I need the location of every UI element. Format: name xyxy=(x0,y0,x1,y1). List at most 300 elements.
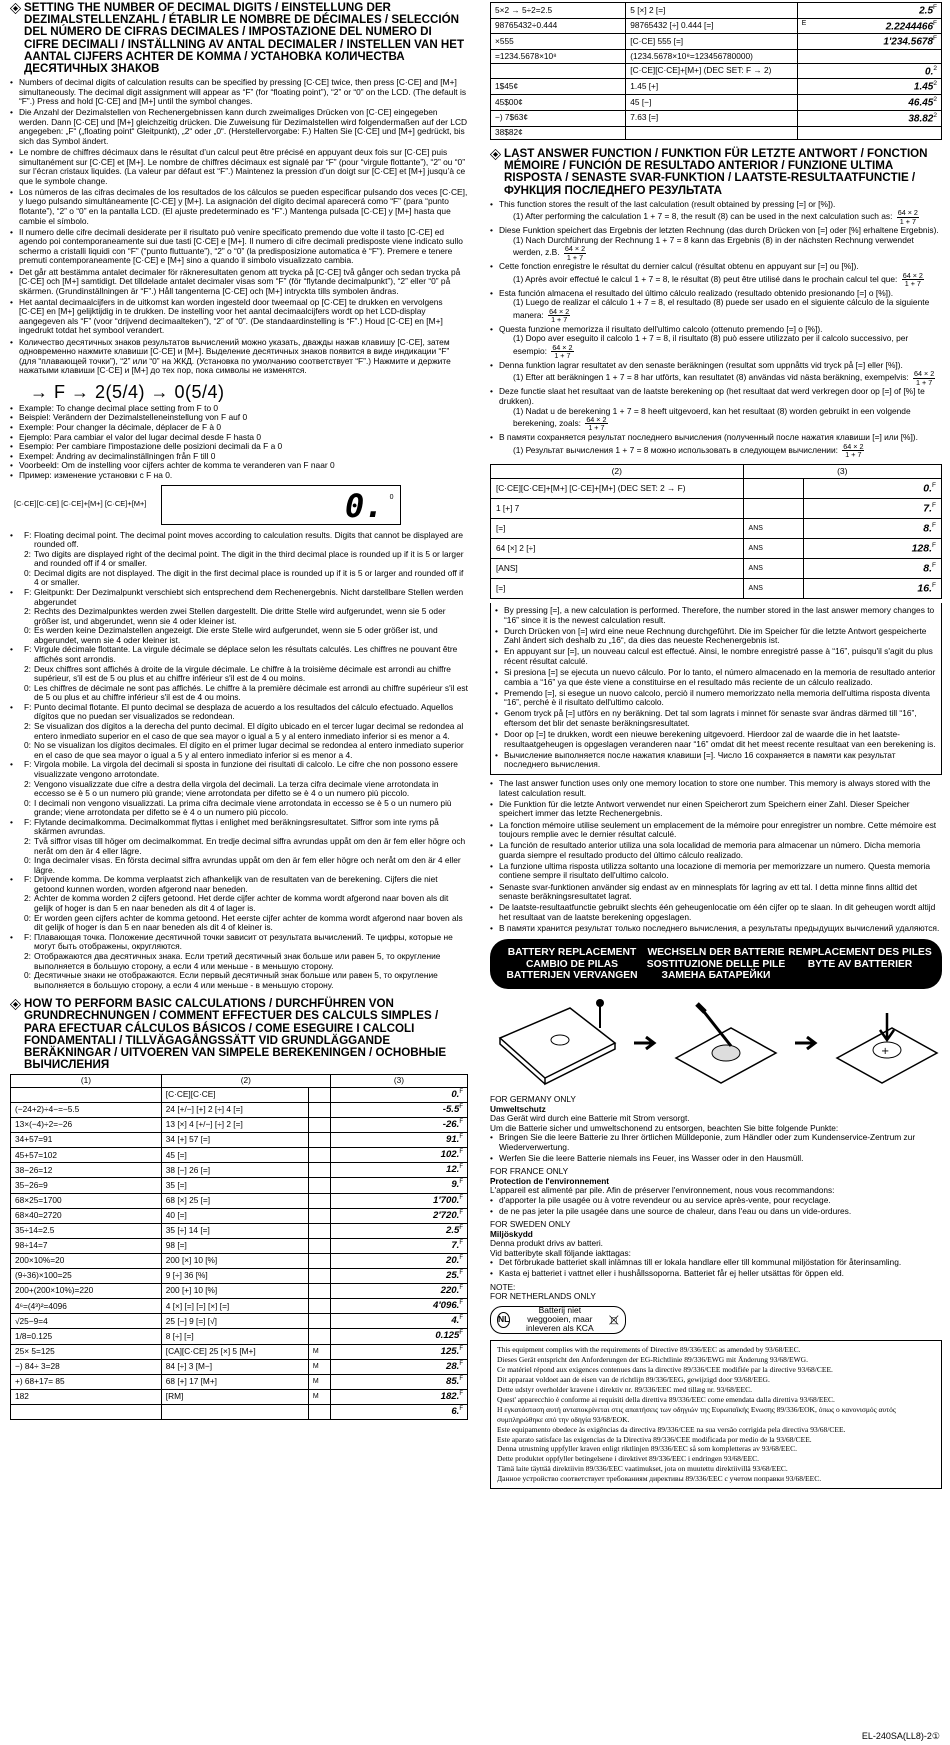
top-calc-value: 0. xyxy=(925,65,934,77)
calc-result: 25.$^F$ xyxy=(330,1269,467,1284)
definition-item xyxy=(10,665,468,684)
memory-note-item: • La función de resultado anterior utiliza una sola localidad de memoria para almacenar un número. Dicha memoria guarda siempre el resultado producto del último cálculo realizado. xyxy=(490,841,942,860)
calc-row xyxy=(11,1269,468,1284)
battery-notes xyxy=(490,1095,942,1333)
calc-expression: 98÷14=7 xyxy=(11,1238,162,1253)
example-item: • Exemple: Pour changer la décimale, déplacer de F à 0 xyxy=(10,423,468,433)
calc-result: 0.$^F$ xyxy=(330,1087,467,1102)
calc-expression: −) 84÷ 3=28 xyxy=(11,1359,162,1374)
top-calc-result xyxy=(797,63,941,79)
last-answer-sub xyxy=(499,407,942,432)
top-calc-keys: [C·CE][C·CE]+[M+] (DEC SET: F → 2) xyxy=(626,63,797,79)
top-calc-mode: 2 xyxy=(933,80,937,88)
calc-expression: 68×25=1700 xyxy=(11,1193,162,1208)
germany-text-2: Um die Batterie sicher und umweltschonend zu entsorgen, beachten Sie bitte folgende Punkte: xyxy=(490,1122,839,1133)
calc-result-mode: F xyxy=(459,1270,463,1277)
last-answer-main: • Diese Funktion speichert das Ergebnis der letzten Rechnung (das durch Drücken von [=] oder [%] erhaltene Ergebnis). xyxy=(499,225,939,236)
definition-item xyxy=(10,799,468,818)
last-answer-item xyxy=(490,361,942,386)
top-calc-row xyxy=(491,79,942,95)
decimal-instruction-item: • Il numero delle cifre decimali desiderate per il risultato può venire specificato premendo due volte il tasto [C·CE] ed agendo poi contemporaneamente sui due tasti [C·CE] e [M+]. Il numero di cifre decimali predisposte viene indicato sullo schermo a cristalli liquidi con “F” (“punto fluttuante”), “2” o “0” (la predisposizione automatica è “F”). Premere e tenere premuti contemporaneamente [C·CE] e [M+] sino a quando il simbolo visualizzato cambia. xyxy=(10,228,468,266)
calc-expression: 68×40=2720 xyxy=(11,1208,162,1223)
calc-keys: 40 [=] xyxy=(161,1208,308,1223)
nl-disposal-box xyxy=(490,1306,626,1334)
last-answer-fraction xyxy=(902,272,924,287)
definition-text: Es werden keine Dezimalstellen angezeigt. Die erste Stelle wird aufgerundet, wenn sie 5 oder größer ist, und abgerundet, wenn sie 4 oder kleiner ist. xyxy=(34,625,438,645)
diamond-bullet-icon xyxy=(10,3,21,14)
definition-text: I decimali non vengono visualizzati. La prima cifra decimale viene arrotondata in eccesso se è 5 o un numero più grande; viene arrotondata per difetto se è 4 o un numero più piccolo. xyxy=(34,797,452,818)
fraction-denominator: 1 + 7 xyxy=(588,423,605,433)
lcd-indicator: 0 xyxy=(389,493,394,501)
calc-row xyxy=(11,1087,468,1102)
ans-row xyxy=(491,478,942,498)
calc-keys: 45 [=] xyxy=(161,1148,308,1163)
top-calc-expression: ×555 xyxy=(491,34,626,50)
france-bullet: • d'apporter la pile usagée ou à votre revendeur ou au service après-vente, pour recyclage. xyxy=(490,1196,942,1206)
example-item: • Esempio: Per cambiare l'impostazione delle posizioni decimali da F a 0 xyxy=(10,442,468,452)
calc-expression: 34+57=91 xyxy=(11,1133,162,1148)
last-answer-sub xyxy=(499,443,942,458)
calc-memory-indicator xyxy=(308,1284,330,1299)
calc-result-mode: F xyxy=(459,1360,463,1367)
ans-label xyxy=(743,498,803,518)
calc-result: 28.$^F$ xyxy=(330,1359,467,1374)
definition-key: F: xyxy=(24,816,32,827)
ans-row xyxy=(491,518,942,538)
calc-row xyxy=(11,1193,468,1208)
fraction-denominator: 1 + 7 xyxy=(916,377,933,387)
last-answer-fraction xyxy=(548,308,570,323)
calc-row xyxy=(11,1253,468,1268)
definition-marker: • xyxy=(10,586,13,597)
calc-result: 6.$^F$ xyxy=(330,1405,467,1420)
definition-marker xyxy=(10,856,24,875)
banner-line: BATTERY REPLACEMENT xyxy=(507,947,637,959)
definition-text: Rechts des Dezimalpunktes werden zwei Stellen dargestellt. Die dritte Stelle wird aufgerundet, wenn sie 5 oder größer ist, und abgerundet, wenn sie 4 oder kleiner ist. xyxy=(34,606,446,626)
netherlands-title: FOR NETHERLANDS ONLY xyxy=(490,1291,596,1302)
definition-key: 2: xyxy=(24,893,31,904)
definitions-list xyxy=(10,531,468,991)
fraction-numerator: 64 × 2 xyxy=(549,306,570,316)
ans-result: 8.$^F$ xyxy=(803,518,941,538)
calc-result: 7.$^F$ xyxy=(330,1238,467,1253)
ans-note-item: • En appuyant sur [=], un nouveau calcul est effectué. Ainsi, le nombre enregistré passe à “16”, puisqu'il s'agit du plus récent résultat calculé. xyxy=(495,647,937,666)
banner-line: ЗАМЕНА БАТАРЕЙКИ xyxy=(661,970,771,982)
calc-result-mode: F xyxy=(459,1390,463,1397)
top-calc-row xyxy=(491,126,942,140)
calc-result-mode: F xyxy=(459,1375,463,1382)
calc-expression: 200×10%=20 xyxy=(11,1253,162,1268)
top-calc-mode: 2 xyxy=(933,96,937,104)
memory-note-item: • De laatste-resultaatfunctie gebruikt slechts één geheugenlocatie om één cijfer op te slaan. In dit geheugen wordt altijd het resultaat van de laatste berekening opgeslagen. xyxy=(490,903,942,922)
calc-header-1: (1) xyxy=(11,1075,162,1087)
examples-list xyxy=(10,404,468,481)
calc-expression: 35÷14=2.5 xyxy=(11,1223,162,1238)
definition-text: Drijvende komma. De komma verplaatst zich afhankelijk van de resultaten van de berekening. Cijfers die niet getoond kunnen worden, worden afgerond naar beneden. xyxy=(34,874,438,894)
right-column xyxy=(490,2,942,1489)
calc-result-mode: F xyxy=(459,1149,463,1156)
crossed-bin-icon xyxy=(609,1310,619,1330)
top-calc-row xyxy=(491,110,942,126)
calc-result: 91.$^F$ xyxy=(330,1133,467,1148)
calc-memory-indicator xyxy=(308,1163,330,1178)
battery-remove-icon xyxy=(671,998,781,1088)
calc-memory-indicator xyxy=(308,1208,330,1223)
sweden-title: FOR SWEDEN ONLY xyxy=(490,1219,571,1230)
last-answer-fraction xyxy=(913,370,935,385)
example-item: • Example: To change decimal place setting from F to 0 xyxy=(10,404,468,414)
definition-text: No se visualizan los dígitos decimales. El dígito en el primer lugar decimal se redondea al entero inmediato superior en el caso de que sea mayor o igual a 5 y al entero inmediato inferior si es menor a 4. xyxy=(34,740,464,760)
last-answer-sub-text: (1) After performing the calculation 1 + 7 = 8, the result (8) can be used in the next calculation such as: xyxy=(513,211,895,222)
calc-header-3: (3) xyxy=(330,1075,467,1087)
calc-memory-indicator xyxy=(308,1223,330,1238)
calc-keys: 200 [+] 10 [%] xyxy=(161,1284,308,1299)
decimal-instruction-item: • Det går att bestämma antalet decimaler för räkneresultaten genom att trycka på [C·CE] två gånger och sedan trycka på [C·CE] och [M+] samtidigt. Det tilldelade antalet decimaler visas som “F” (för “flytande decimalpunkt”), “2” eller “0” på skärmen. (Grundinställningen är “F”.) Håll tangenterna [C·CE] och [M+] intryckta tills symbolen ändras. xyxy=(10,268,468,297)
definition-text: Se visualizan dos dígitos a la derecha del punto decimal. El dígito ubicado en el tercer lugar decimal se redondea al entero inmediato superior en el caso de que sea mayor o igual a 5 y al entero inmediato inferior si es menor a 4. xyxy=(34,721,464,741)
top-calc-result xyxy=(797,18,941,34)
definition-key: F: xyxy=(24,586,32,597)
compliance-line: Tämä laite täyttää direktiivin 89/336/EEC vaatimukset, jota on muutettu direktiivillä 93/68/EEC. xyxy=(497,1464,788,1474)
calc-row xyxy=(11,1117,468,1132)
ans-result: 0.$^F$ xyxy=(803,478,941,498)
ans-note-item: • Door op [=] te drukken, wordt een nieuwe berekening uitgevoerd. Hierdoor zal de waarde die in het laatste-resultaatgeheugen is opgeslagen veranderen naar “16” omdat dit het meest recente resultaat van een berekening is. xyxy=(495,730,937,749)
calc-row xyxy=(11,1102,468,1117)
top-calc-result xyxy=(797,50,941,64)
ans-keys: 64 [×] 2 [÷] xyxy=(491,538,744,558)
germany-subtitle: Umweltschutz xyxy=(490,1103,546,1114)
example-keys: [C·CE][C·CE] [C·CE]+[M+] [C·CE]+[M+] xyxy=(14,499,147,509)
top-calc-mode: F xyxy=(933,4,937,11)
ans-mode: F xyxy=(932,501,936,509)
calc-keys: 24 [+/−] [+] 2 [÷] 4 [=] xyxy=(161,1102,308,1117)
ans-result: 7.$^F$ xyxy=(803,498,941,518)
fraction-numerator: 64 × 2 xyxy=(914,369,935,379)
calc-result-mode: F xyxy=(459,1088,463,1095)
banner-column xyxy=(644,947,788,981)
calc-memory-indicator xyxy=(308,1133,330,1148)
definition-marker xyxy=(10,607,24,626)
calc-result: 85.$^F$ xyxy=(330,1374,467,1389)
calc-result: 1'700.$^F$ xyxy=(330,1193,467,1208)
example-item: • Пример: изменение установки с F на 0. xyxy=(10,471,468,481)
ans-keys: [=] xyxy=(491,578,744,598)
compliance-line: Este aparato satisface las exigencias de la Directiva 89/336/CEE modificada por medio de la 93/68/CEE. xyxy=(497,1434,812,1444)
banner-line: SOSTITUZIONE DELLE PILE xyxy=(646,958,786,970)
calc-expression: 4⁶=(4³)²=4096 xyxy=(11,1299,162,1314)
arrow-right-icon xyxy=(795,1036,819,1050)
calc-header-2: (2) xyxy=(161,1075,330,1087)
definition-item xyxy=(10,818,468,837)
compliance-line: Ce matériel répond aux exigences contenues dans la directive 89/336/CEE modifiée par la directive 93/68/CEE. xyxy=(497,1364,833,1374)
definition-item xyxy=(10,626,468,645)
calc-result: 125.$^F$ xyxy=(330,1344,467,1359)
top-calc-expression: 1$45¢ xyxy=(491,79,626,95)
calc-memory-indicator xyxy=(308,1253,330,1268)
definition-marker xyxy=(10,741,24,760)
definition-key: 2: xyxy=(24,721,31,732)
last-answer-sub xyxy=(499,370,942,385)
top-calc-value: 2.2244466 xyxy=(885,21,934,33)
calc-row xyxy=(11,1389,468,1404)
calc-result-mode: F xyxy=(459,1164,463,1171)
ans-note-item: • Вычисление выполняется после нажатия клавиши [=]. Число 16 сохраняется в памяти как результат последнего вычисления. xyxy=(495,751,937,770)
lcd-display xyxy=(161,485,401,525)
definition-key: 2: xyxy=(24,950,31,961)
calc-expression: 13×(−4)÷2=−26 xyxy=(11,1117,162,1132)
top-calc-row xyxy=(491,50,942,64)
definition-key: 0: xyxy=(24,740,31,751)
definition-marker: • xyxy=(10,644,13,655)
last-answer-sub-text: (1) Результат вычисления 1 + 7 = 8 можно использовать в следующем вычислении: xyxy=(513,444,841,455)
definition-item xyxy=(10,952,468,971)
calc-memory-indicator xyxy=(308,1269,330,1284)
section-last-answer-heading: LAST ANSWER FUNCTION / FUNKTION FÜR LETZTE ANTWORT / FONCTION MÉMOIRE / FUNCIÓN DE RESULTADO ANTERIOR / FUNZIONE ULTIMA RISPOSTA / SENASTE SVAR-FUNKTION / LAATSTE-RESULTAATFUNCTIE / ФУНКЦИЯ ПОСЛЕДНЕГО РЕЗУЛЬТАТА xyxy=(490,148,942,197)
calc-keys: 38 [−] 26 [=] xyxy=(161,1163,308,1178)
last-answer-list xyxy=(490,200,942,458)
germany-title: FOR GERMANY ONLY xyxy=(490,1094,576,1105)
top-calc-expression: 98765432÷0.444 xyxy=(491,18,626,34)
memory-notes-list xyxy=(490,779,942,933)
definition-key: F: xyxy=(24,874,32,885)
ans-note-item: • Premendo [=], si esegue un nuovo calcolo, perciò il numero memorizzato nella memoria dell'ultima risposta diventa “16”, perché è il risultato dell'ultimo calcolo. xyxy=(495,689,937,708)
compliance-line: Este equipamento obedece às exigências da directiva 89/336/CEE na sua versão corrigida pela directiva 93/68/CEE. xyxy=(497,1424,846,1434)
definition-marker xyxy=(10,665,24,684)
definition-item xyxy=(10,684,468,703)
last-answer-item xyxy=(490,325,942,360)
definition-marker xyxy=(10,780,24,799)
last-answer-main: • В памяти сохраняется результат последнего вычисления (полученный после нажатия клавиши [=] или [%]). xyxy=(499,432,918,442)
calc-keys: 9 [÷] 36 [%] xyxy=(161,1269,308,1284)
top-calc-keys xyxy=(626,126,797,140)
calc-expression: 182 xyxy=(11,1389,162,1404)
definition-text: Deux chiffres sont affichés à droite de la virgule décimale. Le chiffre à la troisième décimale est arrondi au chiffre supérieur, s'il est de 5 ou plus et au chiffre inférieur s'il est de 4 ou moins. xyxy=(34,663,451,684)
calc-row xyxy=(11,1133,468,1148)
ans-keys: [=] xyxy=(491,518,744,538)
calc-memory-indicator xyxy=(308,1178,330,1193)
last-answer-main: • Deze functie slaat het resultaat van de laatste berekening op (het resultaat dat werd verkregen door op [=] of [%] te drukken). xyxy=(499,386,925,406)
last-answer-item xyxy=(490,387,942,431)
definition-marker xyxy=(10,626,24,645)
decimal-instruction-item: • Le nombre de chiffres décimaux dans le résultat d’un calcul peut être précisé en appuyant deux fois sur [C·CE] puis simultanément sur [C·CE] et [M+]. Le nombre de chiffres décimaux est signalé par “F” (pour “virgule flottante”), “2” ou “0” sur l’écran cristaux liquides. (La valeur par défaut est “F”.) Maintenez la pression d’un doigt sur [C·CE] et [M+] jusqu’à ce que le symbole change. xyxy=(10,148,468,186)
definition-key: 0: xyxy=(24,567,31,578)
fraction-denominator: 1 + 7 xyxy=(554,351,571,361)
calc-result-mode: F xyxy=(459,1209,463,1216)
last-answer-sub-text: (1) Dopo aver eseguito il calcolo 1 + 7 = 8, il risultato (8) può essere utilizzato per il calcolo successivo, per esempio: xyxy=(513,333,909,356)
calc-keys: 35 [=] xyxy=(161,1178,308,1193)
last-answer-sub xyxy=(499,209,942,224)
arrow-right-icon xyxy=(634,1036,658,1050)
definition-item xyxy=(10,856,468,875)
definition-key: 0: xyxy=(24,797,31,808)
memory-note-item: • La fonction mémoire utilise seulement un emplacement de la mémoire pour enregistrer un nombre. Cette mémoire est toujours remplie avec le dernier résultat calculé. xyxy=(490,821,942,840)
definition-key: 0: xyxy=(24,912,31,923)
top-calc-expression xyxy=(491,63,626,79)
top-calc-result xyxy=(797,79,941,95)
banner-line: WECHSELN DER BATTERIE xyxy=(647,947,785,959)
definition-text: Decimal digits are not displayed. The digit in the first decimal place is rounded up if it is 5 or larger and rounded off if 4 or smaller. xyxy=(34,567,464,588)
definition-item xyxy=(10,780,468,799)
calc-expression: 35−26=9 xyxy=(11,1178,162,1193)
ans-mode: F xyxy=(932,561,936,569)
top-calc-result xyxy=(797,126,941,140)
top-calc-value: 46.45 xyxy=(908,97,934,109)
ans-mode: F xyxy=(932,581,936,589)
note-title: NOTE: xyxy=(490,1281,516,1292)
calc-expression: 38−26=12 xyxy=(11,1163,162,1178)
definition-item xyxy=(10,703,468,722)
definition-item xyxy=(10,875,468,894)
last-answer-item xyxy=(490,433,942,458)
calc-result: 9.$^F$ xyxy=(330,1178,467,1193)
top-calc-row xyxy=(491,95,942,111)
calc-result: 182.$^F$ xyxy=(330,1389,467,1404)
definition-item xyxy=(10,914,468,933)
definition-key: F: xyxy=(24,759,32,770)
section-decimal-heading: SETTING THE NUMBER OF DECIMAL DIGITS / EINSTELLUNG DER DEZIMALSTELLENZAHL / ÉTABLIR LE NOMBRE DE DÉCIMALES / SELECCIÓN DEL NÚMERO DE CIFRAS DECIMALES / IMPOSTAZIONE DEL NUMERO DI CIFRE DECIMALI / INSTÄLLNING AV ANTAL DECIMALER / INSTELLEN VAN HET AANTAL CIJFERS ACHTER DE KOMMA / УСТАНОВКА КОЛИЧЕСТВА ДЕСЯТИЧНЫХ ЗНАКОВ xyxy=(10,2,468,75)
calc-keys: 68 [×] 25 [=] xyxy=(161,1193,308,1208)
definition-marker xyxy=(10,914,24,933)
definition-key: F: xyxy=(24,644,32,655)
ans-mode: F xyxy=(932,481,936,489)
compliance-line: Данное устройство соответствует требованиям директивы 89/336/EEC с учетом поправки 93/68/EEC. xyxy=(497,1474,822,1484)
calc-result-mode: F xyxy=(459,1224,463,1231)
sweden-text-1: Denna produkt drivs av batteri. xyxy=(490,1238,603,1249)
definition-text: Vengono visualizzate due cifre a destra della virgola del decimali. La terza cifra decimale viene arrotondata in eccesso se è 5 o un numero più grande; viene arrotondata per difetto se è 4 o un numero più piccolo. xyxy=(34,778,439,799)
calc-row xyxy=(11,1148,468,1163)
calc-result-mode: F xyxy=(459,1134,463,1141)
compliance-line: Quest' apparecchio è conforme ai requisiti della direttiva 89/336/EEC come emendata dalla direttiva 93/68/EEC. xyxy=(497,1394,835,1404)
definition-key: 2: xyxy=(24,606,31,617)
definition-item xyxy=(10,531,468,550)
decimal-instruction-item: • Los números de las cifras decimales de los resultados de los cálculos se pueden especificar pulsando dos veces [C·CE], y luego pulsando simultáneamente [C·CE] y [M+]. La asignación del dígito decimal aparecerá como “F” (para “punto flotante”), “2” o “0” en la pantalla LCD. (El ajuste predeterminado es “F”.) Mantenga pulsada [C·CE] y [M+] hasta que cambie el símbolo. xyxy=(10,188,468,226)
calc-row xyxy=(11,1374,468,1389)
definition-item xyxy=(10,837,468,856)
memory-note-item: • La funzione ultima risposta utilizza soltanto una locazione di memoria per memorizzare un numero. Questa memoria contiene sempre il risultato dell'ultimo calcolo. xyxy=(490,862,942,881)
calc-result-mode: F xyxy=(459,1300,463,1307)
calc-expression: 45+57=102 xyxy=(11,1148,162,1163)
top-calc-keys: 98765432 [÷] 0.444 [=] xyxy=(626,18,797,34)
definition-key: 2: xyxy=(24,778,31,789)
definition-marker xyxy=(10,722,24,741)
calc-expression: +) 68+17= 85 xyxy=(11,1374,162,1389)
last-answer-fraction xyxy=(842,443,864,458)
decimal-instruction-item: • Количество десятичных знаков результатов вычислений можно указать, дважды нажав клавишу [C·CE], затем одновременно нажмите клавиши [C·CE] и [M+]. Выделение десятичных знаков появится в виде индикации “F” (для “плавающей точки”), “2” или “0” на ЖКД. (Установка по умолчанию соответствует “F”.) Нажмите и держите нажатыми клавиши [C·CE] и [M+] до тех пор, пока символы не изменятся. xyxy=(10,338,468,376)
calc-expression: (9÷36)×100=25 xyxy=(11,1269,162,1284)
ans-result: 128.$^F$ xyxy=(803,538,941,558)
calc-expression: 25× 5=125 xyxy=(11,1344,162,1359)
diamond-bullet-icon xyxy=(10,999,21,1010)
calc-row xyxy=(11,1238,468,1253)
banner-column xyxy=(500,947,644,981)
basic-calc-table xyxy=(10,1074,468,1420)
calc-result: 4.$^F$ xyxy=(330,1314,467,1329)
calc-memory-indicator: M xyxy=(308,1374,330,1389)
ans-keys: 1 [+] 7 xyxy=(491,498,744,518)
calc-keys: 8 [÷] [=] xyxy=(161,1329,308,1344)
calc-memory-indicator xyxy=(308,1193,330,1208)
example-row xyxy=(14,485,468,525)
compliance-line: Dette produktet oppfyller betingelsene i direktivet 89/336/EEC i endringen 93/68/EEC. xyxy=(497,1454,760,1464)
fraction-numerator: 64 × 2 xyxy=(902,270,923,280)
definition-item xyxy=(10,971,468,990)
ans-row xyxy=(491,538,942,558)
fraction-denominator: 1 + 7 xyxy=(566,252,584,262)
last-answer-sub-text: (1) Nadat u de berekening 1 + 7 = 8 heeft uitgevoerd, kan het resultaat (8) worden gebruikt in een volgende berekening, zoals: xyxy=(513,405,911,429)
last-answer-sub xyxy=(499,334,942,359)
calc-result-mode: F xyxy=(459,1179,463,1186)
definition-key: 2: xyxy=(24,663,31,674)
calculator-back-icon xyxy=(490,998,620,1088)
sweden-bullets xyxy=(490,1258,942,1279)
sweden-text-2: Vid batteribyte skall följande iakttagas: xyxy=(490,1247,631,1258)
definition-marker xyxy=(10,971,24,990)
calc-result: 220.$^F$ xyxy=(330,1284,467,1299)
calc-row xyxy=(11,1314,468,1329)
definition-item xyxy=(10,607,468,626)
calc-memory-indicator xyxy=(308,1314,330,1329)
calc-result-mode: F xyxy=(459,1254,463,1261)
germany-bullet: • Bringen Sie die leere Batterie zu Ihrer örtlichen Mülldeponie, zum Händler oder zum Kundenservice-Zentrum zur Wiederverwertung. xyxy=(490,1133,942,1152)
definition-key: 2: xyxy=(24,836,31,846)
lcd-digit: 0. xyxy=(345,486,384,525)
error-indicator: E xyxy=(801,19,807,27)
sweden-bullet: • Kasta ej batteriet i vattnet eller i hushållssoporna. Batteriet får ej heller utsättas för öppen eld. xyxy=(490,1269,942,1279)
last-answer-fraction xyxy=(585,416,607,431)
calc-memory-indicator: M xyxy=(308,1389,330,1404)
definition-marker: • xyxy=(10,874,13,885)
top-calc-result xyxy=(797,110,941,126)
ans-label: ANS xyxy=(743,538,803,558)
definition-marker xyxy=(10,952,24,971)
nl-text: Batterij niet weggooien, maar inleveren als KCA xyxy=(526,1305,594,1334)
germany-bullets xyxy=(490,1133,942,1163)
calc-keys: 34 [+] 57 [=] xyxy=(161,1133,308,1148)
definition-marker xyxy=(10,837,24,856)
calc-keys: 84 [÷] 3 [M−] xyxy=(161,1359,308,1374)
decimal-instruction-item: • Numbers of decimal digits of calculation results can be specified by pressing [C·CE] twice, then press [C·CE] and [M+] simultaneously. The decimal digit assignment will appear as “F” (for “floating point”), “2” or “0” on the LCD. (The default is “F”.) Press and hold [C·CE] and [M+] until the symbol changes. xyxy=(10,78,468,107)
top-calc-value: 2.5 xyxy=(919,5,934,17)
decimal-instructions-list xyxy=(10,78,468,376)
fraction-numerator: 64 × 2 xyxy=(564,244,586,254)
fraction-denominator: 1 + 7 xyxy=(904,279,921,289)
last-answer-item xyxy=(490,289,942,324)
top-calc-mode: F xyxy=(933,19,937,27)
france-title: FOR FRANCE ONLY xyxy=(490,1166,569,1177)
germany-bullet: • Werfen Sie die leere Batterie niemals ins Feuer, ins Wasser oder in den Hausmüll. xyxy=(490,1154,942,1164)
definition-text: Punto decimal flotante. El punto decimal se desplaza de acuerdo a los resultados del cálculo efectuado. Aquellos dígitos que no puedan ser visualizados se redondean. xyxy=(34,701,454,722)
definition-key: 0: xyxy=(24,970,31,981)
calc-keys: 35 [÷] 14 [=] xyxy=(161,1223,308,1238)
compliance-line: Denna utrustning uppfyller kraven enligt riktlinjen 89/336/EEC så som kompletteras av 93/68/EEC. xyxy=(497,1444,797,1454)
banner-line: BYTE AV BATTERIER xyxy=(807,958,913,970)
definition-item xyxy=(10,933,468,952)
top-calc-expression: =1234.5678×10⁸ xyxy=(491,50,626,64)
calc-result-mode: F xyxy=(459,1285,463,1292)
calc-row xyxy=(11,1329,468,1344)
top-calc-keys: 1.45 [+] xyxy=(626,79,797,95)
fraction-numerator: 64 × 2 xyxy=(552,342,573,352)
top-calc-expression: 45$00¢ xyxy=(491,95,626,111)
sweden-bullet: • Det förbrukade batteriet skall inlämnas till er lokala handlare eller till kommunal miljöstation för återinsamling. xyxy=(490,1258,942,1268)
definition-text: Отображаются два десятичных знака. Если третий десятичный знак больше или равен 5, то округление выполняется в большую сторону, а если 4 или меньше - в меньшую сторону. xyxy=(34,950,441,971)
top-calc-expression: −) 7$63¢ xyxy=(491,110,626,126)
fraction-numerator: 64 × 2 xyxy=(586,415,607,425)
ans-note-item: • Durch Drücken von [=] wird eine neue Rechnung durchgeführt. Die im Speicher für die letzte Antwort gespeicherte Zahl ändert sich deshalb zu „16“, da dies das neueste Rechenergebnis ist. xyxy=(495,627,937,646)
battery-figures xyxy=(490,997,942,1089)
top-calc-result xyxy=(797,3,941,19)
model-code: EL-240SA(LL8)-2① xyxy=(861,1730,940,1741)
calc-result-mode: F xyxy=(459,1239,463,1246)
